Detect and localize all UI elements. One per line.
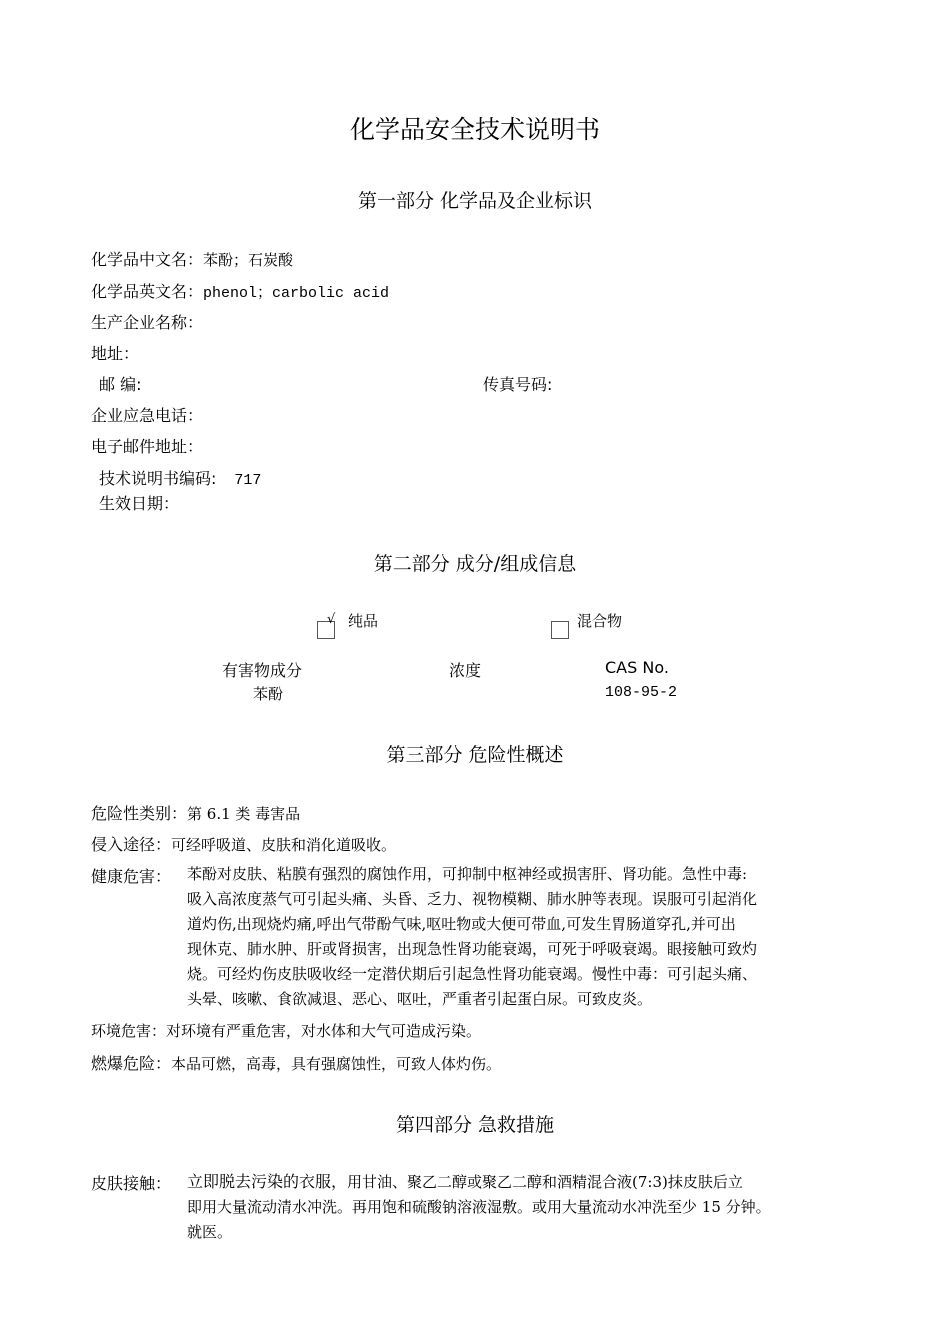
en-name-value: phenol；carbolic acid <box>203 285 390 302</box>
skin-line: 即用大量流动清水冲洗。再用饱和硫酸钠溶液湿敷。或用大量流动水冲洗至少 15 分钟。 <box>187 1198 771 1216</box>
skin-line: 用甘油、聚乙二醇或聚乙二醇和酒精混合液(7:3)抹皮肤后立 <box>347 1173 743 1191</box>
cn-name-row <box>91 247 293 270</box>
address-label: 地址： <box>91 344 140 363</box>
env-hazard-label: 环境危害： <box>91 1022 167 1040</box>
skin-contact-label: 皮肤接触： <box>91 1174 172 1193</box>
entry-route-label: 侵入途径： <box>91 835 172 854</box>
env-hazard-value: 对环境有严重危害，对水体和大气可造成污染。 <box>166 1022 482 1040</box>
part1-heading: 第一部分 化学品及企业标识 <box>357 190 593 212</box>
health-line: 苯酚对皮肤、粘膜有强烈的腐蚀作用，可抑制中枢神经或损害肝、肾功能。急性中毒: <box>187 865 748 883</box>
fire-hazard-label: 燃爆危险： <box>91 1054 172 1073</box>
health-line: 烧。可经灼伤皮肤吸收经一定潜伏期后引起急性肾功能衰竭。慢性中毒：可引起头痛、 <box>187 965 758 983</box>
part2-heading: 第二部分 成分/组成信息 <box>373 553 577 575</box>
hazard-class-value: 第 6.1 类 毒害品 <box>187 805 301 823</box>
pure-checkmark: √ <box>327 612 336 627</box>
skin-line-first <box>187 1169 877 1195</box>
health-line: 头晕、咳嗽、食欲减退、恶心、呕吐，严重者引起蛋白尿。可致皮炎。 <box>187 990 653 1008</box>
emergency-phone-label: 企业应急电话： <box>91 406 204 425</box>
email-label: 电子邮件地址： <box>91 437 204 456</box>
row-component: 苯酚 <box>253 685 284 703</box>
cn-name-label: 化学品中文名： <box>91 250 204 269</box>
fax-label: 传真号码: <box>483 375 553 394</box>
hazard-class-row <box>91 801 300 824</box>
health-line: 现休克、肺水肿、肝或肾损害，出现急性肾功能衰竭，可死于呼吸衰竭。眼接触可致灼 <box>187 940 758 958</box>
hazard-class-label: 危险性类别： <box>91 804 188 823</box>
cn-name-value: 苯酚；石炭酸 <box>203 251 294 269</box>
skin-contact-text <box>187 1169 877 1245</box>
health-line: 道灼伤,出现烧灼痛,呼出气带酚气味,呕吐物或大便可带血,可发生胃肠道穿孔,并可出 <box>187 915 736 933</box>
document-title: 化学品安全技术说明书 <box>349 115 600 144</box>
env-hazard-row <box>91 1020 481 1041</box>
msds-code-label: 技术说明书编码: <box>99 469 217 488</box>
en-name-row <box>91 279 389 302</box>
mixture-checkbox <box>551 621 569 639</box>
postcode-label: 邮 编: <box>99 375 142 394</box>
col-component-header: 有害物成分 <box>222 661 303 680</box>
part4-heading: 第四部分 急救措施 <box>395 1114 555 1136</box>
entry-route-row <box>91 832 396 855</box>
health-hazard-label: 健康危害： <box>91 867 172 886</box>
health-hazard-text <box>187 862 867 1012</box>
skin-line: 就医。 <box>187 1223 233 1241</box>
mixture-label: 混合物 <box>577 612 623 630</box>
pure-label: 纯品 <box>348 612 379 630</box>
health-line: 吸入高浓度蒸气可引起头痛、头昏、乏力、视物模糊、肺水肿等表现。误服可引起消化 <box>187 890 758 908</box>
entry-route-value: 可经呼吸道、皮肤和消化道吸收。 <box>171 836 397 854</box>
msds-code-row <box>99 466 261 489</box>
msds-code-value: 717 <box>234 472 262 489</box>
row-cas: 108-95-2 <box>605 684 678 701</box>
effective-date-label: 生效日期： <box>99 494 180 513</box>
part3-heading: 第三部分 危险性概述 <box>386 744 564 766</box>
col-cas-header: CAS No. <box>605 658 669 677</box>
skin-contact-emphasis: 立即脱去污染的衣服， <box>187 1172 348 1191</box>
col-concentration-header: 浓度 <box>449 661 482 680</box>
fire-hazard-value: 本品可燃，高毒，具有强腐蚀性，可致人体灼伤。 <box>171 1055 502 1073</box>
en-name-label: 化学品英文名： <box>91 282 204 301</box>
company-label: 生产企业名称： <box>91 313 204 332</box>
fire-hazard-row <box>91 1051 501 1074</box>
